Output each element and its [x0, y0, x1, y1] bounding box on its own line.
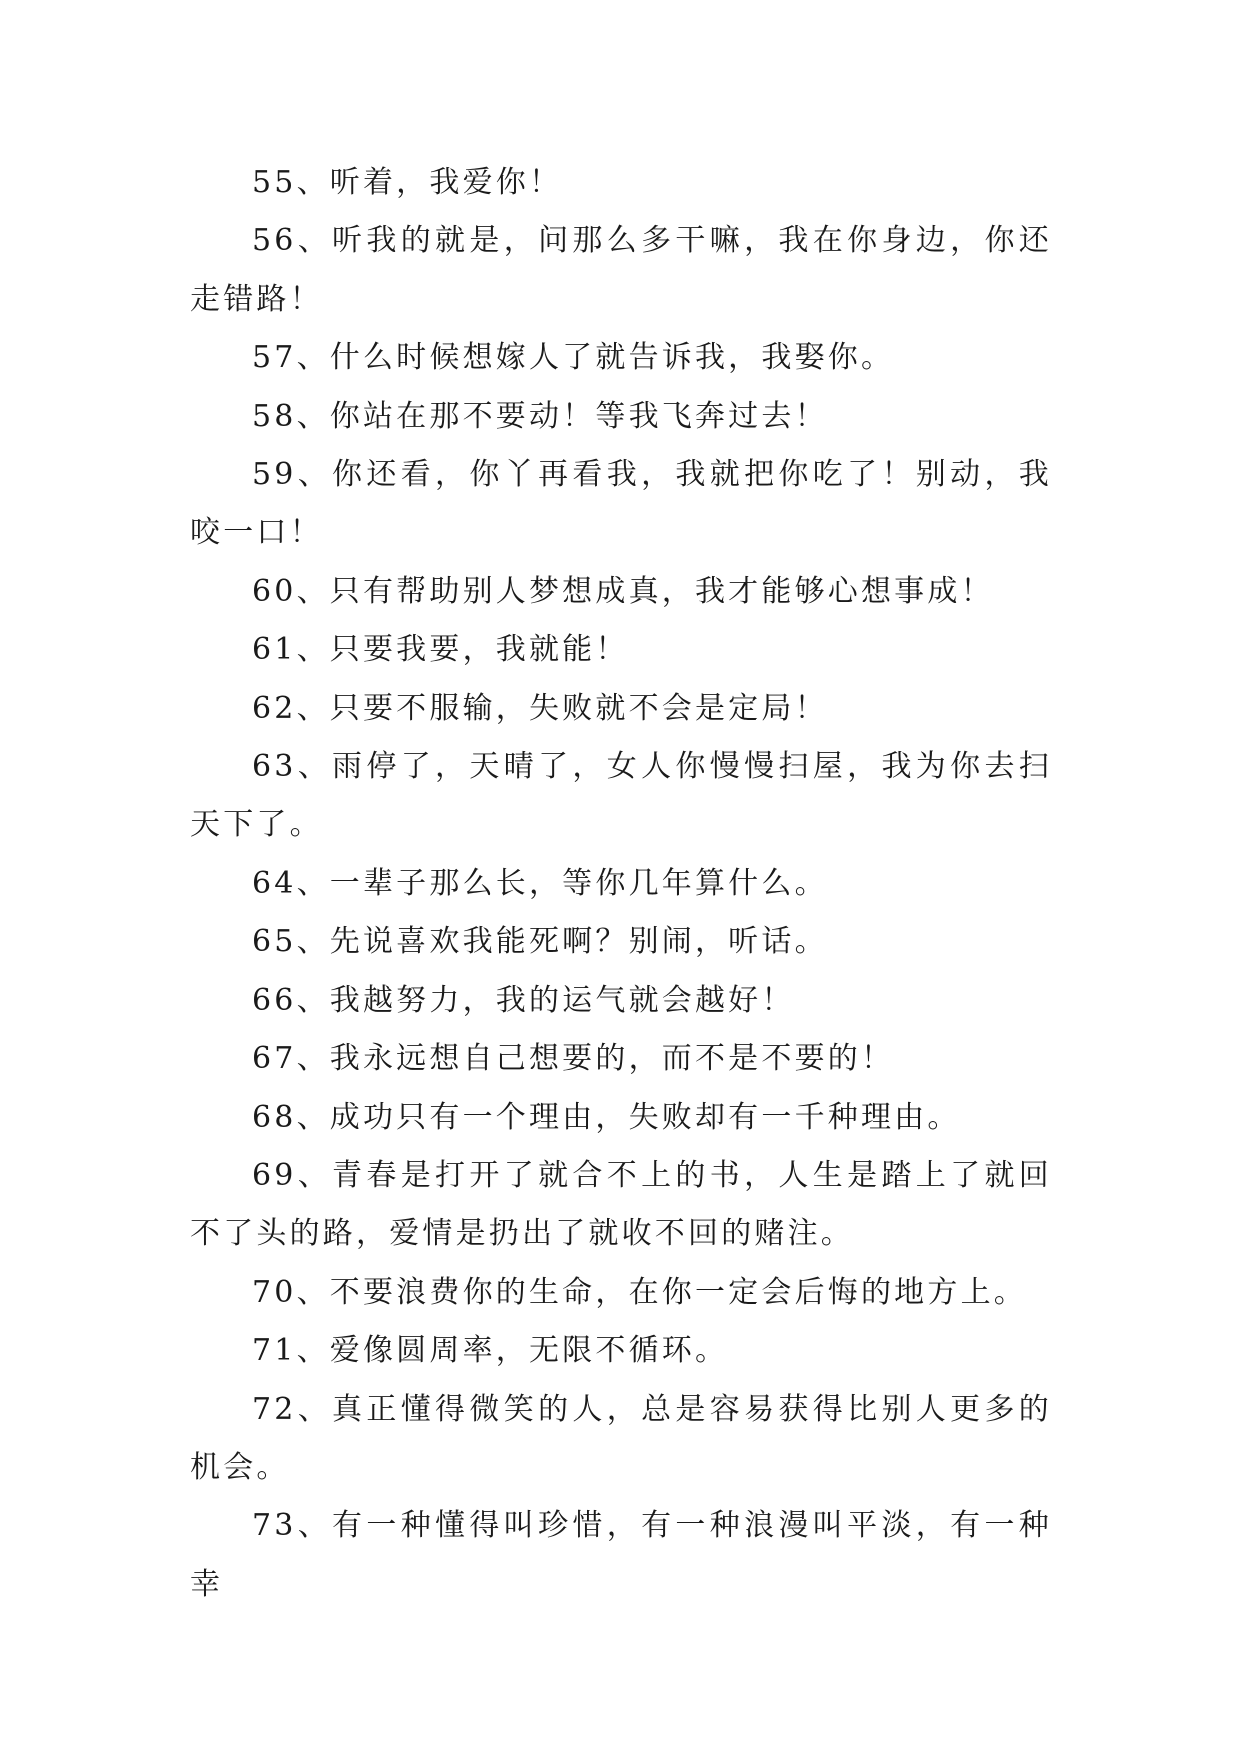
- paragraph-61: 61、只要我要，我就能！: [252, 632, 629, 668]
- paragraph-58: 58、你站在那不要动！等我飞奔过去！: [252, 398, 828, 434]
- paragraph-62: 62、只要不服输，失败就不会是定局！: [252, 690, 828, 726]
- paragraph-69: 69、青春是打开了就合不上的书，人生是踏上了就回不了头的路，爱情是扔出了就收不回的赌注。: [190, 1157, 1052, 1252]
- paragraph-66: 66、我越努力，我的运气就会越好！: [252, 982, 795, 1018]
- paragraph-73: 73、有一种懂得叫珍惜，有一种浪漫叫平淡，有一种幸: [190, 1508, 1052, 1602]
- paragraph-60: 60、只有帮助别人梦想成真，我才能够心想事成！: [252, 573, 994, 609]
- paragraph-56: 56、听我的就是，问那么多干嘛，我在你身边，你还走错路！: [190, 223, 1052, 317]
- paragraph-64: 64、一辈子那么长，等你几年算什么。: [252, 865, 828, 901]
- paragraph-72: 72、真正懂得微笑的人，总是容易获得比别人更多的机会。: [190, 1391, 1052, 1485]
- paragraph-63: 63、雨停了，天晴了，女人你慢慢扫屋，我为你去扫天下了。: [190, 749, 1052, 843]
- paragraph-71: 71、爱像圆周率，无限不循环。: [252, 1333, 729, 1369]
- paragraph-57: 57、什么时候想嫁人了就告诉我，我娶你。: [252, 340, 895, 376]
- paragraph-55: 55、听着，我爱你！: [252, 165, 563, 200]
- paragraph-65: 65、先说喜欢我能死啊？别闹，听话。: [252, 924, 828, 960]
- paragraph-70: 70、不要浪费你的生命，在你一定会后悔的地方上。: [252, 1274, 1027, 1310]
- paragraph-67: 67、我永远想自己想要的，而不是不要的！: [252, 1041, 895, 1077]
- document-body: [190, 154, 1052, 1614]
- paragraph-59: 59、你还看，你丫再看我，我就把你吃了！别动，我咬一口！: [190, 457, 1052, 551]
- paragraph-68: 68、成功只有一个理由，失败却有一千种理由。: [252, 1099, 961, 1135]
